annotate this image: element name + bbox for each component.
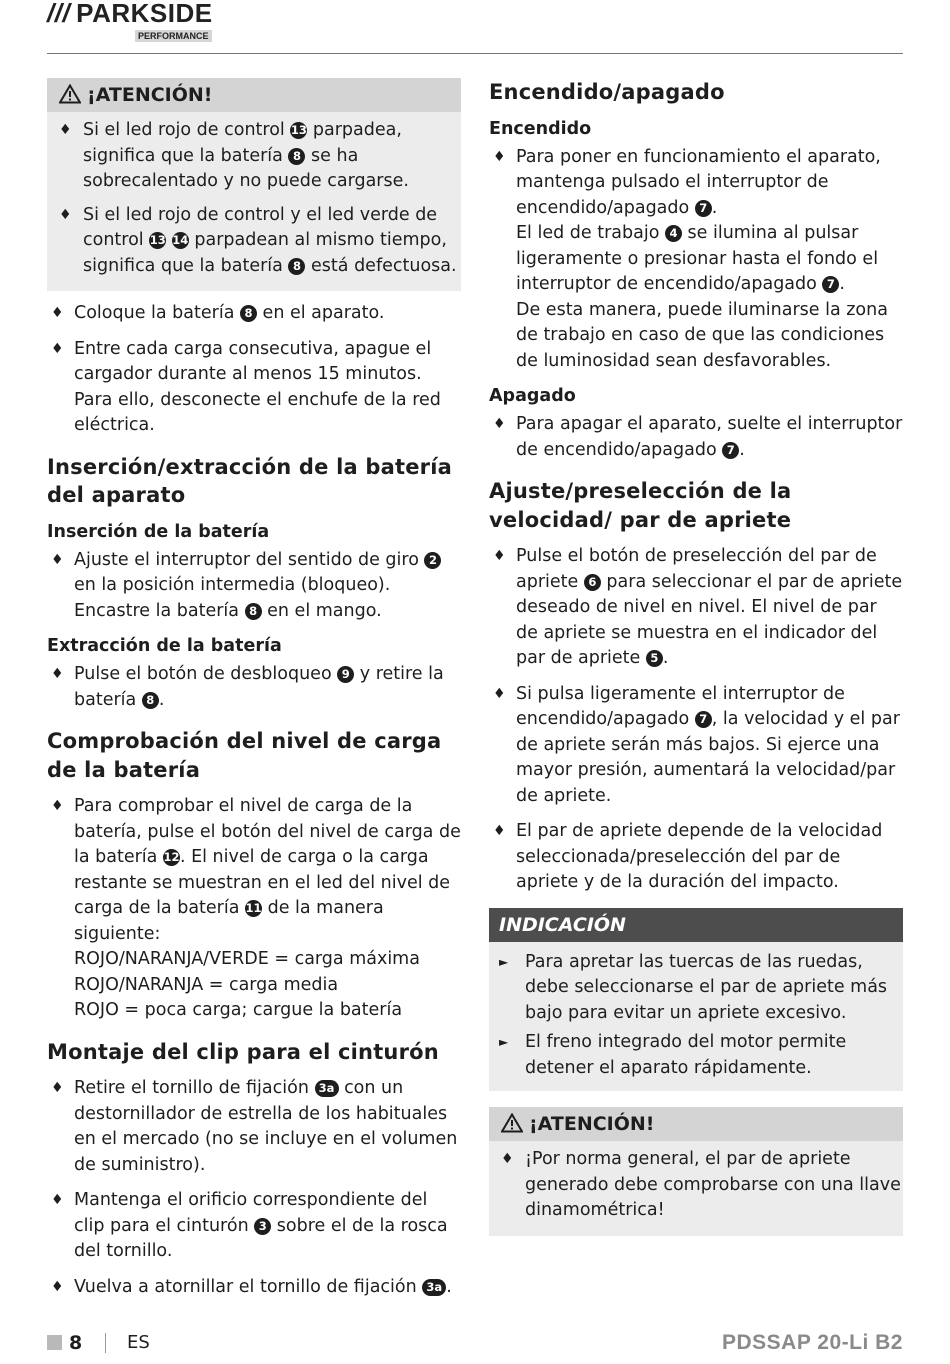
bullet-icon: ♦ [493, 416, 506, 432]
bullet-icon: ♦ [501, 1151, 514, 1167]
ref-number: 13 [290, 123, 307, 137]
bullet-icon: ♦ [493, 148, 506, 165]
subheading-extraction: Extracción de la batería [47, 636, 282, 656]
text-span: El freno integrado del motor permite detener el aparato rápidamente. [525, 1032, 847, 1078]
text-span: Para comprobar el nivel de carga de la batería, pulse el botón del nivel de carga de la batería [74, 796, 461, 867]
ref-number: 8 [288, 258, 305, 275]
clip-paragraph [47, 1188, 461, 1265]
off-paragraph [489, 412, 903, 463]
note-title: INDICACIÓN [489, 908, 903, 942]
ref-number: 3a [315, 1080, 339, 1097]
bullet-icon: ♦ [51, 666, 64, 682]
footer-divider [105, 1333, 106, 1353]
warning-triangle-icon [501, 1113, 523, 1133]
text-span: Retire el tornillo de fijación [74, 1078, 315, 1098]
warning-item [489, 1147, 903, 1224]
text-span: El led de trabajo [516, 223, 665, 243]
ref-number: 8 [245, 603, 262, 620]
on-paragraph [489, 145, 903, 375]
speed-paragraph [489, 544, 903, 672]
left-column [47, 78, 461, 1310]
insert-battery-paragraph [47, 301, 461, 327]
ref-number: 6 [584, 574, 601, 591]
parkside-logo [47, 0, 213, 41]
charge-level-line: ROJO = poca carga; cargue la batería [74, 1000, 403, 1020]
text-span: . [662, 648, 669, 668]
warning-title-text: ¡ATENCIÓN! [87, 84, 213, 106]
arrow-icon: ► [499, 1035, 509, 1049]
ref-number: 12 [163, 850, 180, 864]
text-span: Mantenga el orificio correspondiente del clip para el cinturón [74, 1190, 428, 1236]
warning-title [489, 1107, 903, 1141]
ref-number: 8 [240, 305, 257, 322]
note-item [489, 1030, 903, 1081]
subheading-insertion: Inserción de la batería [47, 521, 270, 542]
speed-paragraph [489, 682, 903, 810]
sub-brand: PERFORMANCE [135, 30, 212, 42]
text-span: Coloque la batería [74, 303, 240, 323]
text-span: en la posición intermedia (bloqueo). Encastre la batería [74, 575, 391, 621]
ref-number: 7 [695, 200, 712, 217]
note-box [489, 908, 903, 1092]
bullet-icon: ♦ [493, 548, 506, 564]
ref-number: 2 [424, 552, 441, 569]
text-span: en el mango. [261, 600, 382, 621]
bullet-icon: ♦ [59, 206, 72, 223]
text-span: Si pulsa ligeramente el interruptor de encendido/apagado [516, 683, 845, 729]
header-divider [47, 53, 903, 54]
text-span: Para apagar el aparato, suelte el interruptor de encendido/apagado [516, 414, 903, 460]
ref-number: 8 [288, 148, 305, 165]
warning-title [47, 78, 461, 112]
text-span: Si el led rojo de control [83, 120, 291, 140]
right-column [489, 78, 903, 1246]
brand-text: PARKSIDE [76, 0, 213, 28]
charge-level-line: ROJO/NARANJA = carga media [74, 974, 339, 995]
ref-number: 7 [822, 276, 839, 293]
text-span: Ajuste el interruptor del sentido de giro [74, 549, 425, 570]
text-span: De esta manera, puede iluminarse la zona de trabajo en caso de que las condiciones de luminosidad sean desfavorables. [516, 299, 888, 371]
section-heading-insertion: Inserción/extracción de la batería del aparato [47, 454, 452, 507]
section-heading-speed: Ajuste/preselección de la velocidad/ par de apriete [489, 479, 792, 532]
text-span: ¡Por norma general, el par de apriete generado debe comprobarse con una llave dinamométrica! [525, 1149, 901, 1220]
warning-box [489, 1107, 903, 1236]
language-code: ES [127, 1332, 150, 1353]
bullet-icon: ♦ [59, 122, 72, 138]
bullet-icon: ♦ [51, 1080, 64, 1096]
bullet-icon: ♦ [51, 798, 64, 814]
ref-number: 11 [245, 901, 262, 915]
text-span: Pulse el botón de preselección del par de apriete [516, 546, 877, 592]
text-span: . [839, 274, 845, 294]
text-span: . [158, 689, 165, 710]
ref-number: 8 [142, 692, 159, 709]
text-span: . [711, 197, 718, 218]
footer-marker [47, 1335, 62, 1350]
ref-number: 7 [695, 711, 712, 728]
warning-item [47, 203, 461, 280]
text-span: Para poner en funcionamiento el aparato, mantenga pulsado el interruptor de encendido/apagado [516, 146, 881, 218]
ref-number: 13 [149, 233, 166, 247]
ref-number: 5 [646, 650, 663, 667]
bullet-icon: ♦ [493, 685, 506, 702]
section-heading-clip: Montaje del clip para el cinturón [47, 1039, 439, 1064]
bullet-icon: ♦ [51, 1278, 64, 1295]
logo-slashes: /// [47, 0, 71, 28]
insertion-paragraph [47, 548, 461, 625]
extraction-paragraph [47, 662, 461, 713]
clip-paragraph [47, 1275, 461, 1301]
page-footer [47, 1330, 903, 1356]
text-span: sobre el de la rosca del tornillo. [74, 1215, 448, 1261]
bullet-icon: ♦ [51, 1192, 64, 1208]
warning-triangle-icon [59, 84, 81, 104]
arrow-icon: ► [499, 954, 509, 969]
text-span: , la velocidad y el par de apriete serán más bajos. Si ejerce una mayor presión, aumentará la velocidad/par de apriete. [516, 709, 900, 806]
ref-number: 9 [337, 666, 354, 683]
clip-paragraph [47, 1076, 461, 1178]
text-span: se ilumina al pulsar ligeramente o presionar hasta el fondo el interruptor de encendido/apagado [516, 223, 879, 294]
text-span: y retire la batería [74, 664, 444, 710]
section-heading-check: Comprobación del nivel de carga de la batería [47, 729, 442, 782]
ref-number: 7 [722, 442, 739, 459]
text-span: Entre cada carga consecutiva, apague el cargador durante al menos 15 minutos. Para ello, desconecte el enchufe de la red eléctrica. [74, 338, 441, 435]
text-span: de la manera siguiente: [74, 898, 384, 944]
text-span: Vuelva a atornillar el tornillo de fijación [74, 1276, 423, 1297]
text-span: . [446, 1276, 452, 1297]
ref-number: 14 [172, 233, 189, 247]
brand-name [47, 0, 213, 26]
warning-item [47, 118, 461, 195]
note-item [489, 950, 903, 1027]
text-span: parpadea, significa que la batería [83, 120, 402, 166]
check-paragraph [47, 794, 461, 1024]
charge-interval-paragraph [47, 337, 461, 439]
bullet-icon: ♦ [51, 305, 64, 321]
model-name: PDSSAP 20-Li B2 [721, 1331, 903, 1354]
page-number: 8 [69, 1332, 83, 1354]
text-span: Pulse el botón de desbloqueo [74, 664, 338, 684]
ref-number: 3a [422, 1279, 446, 1296]
speed-paragraph [489, 819, 903, 896]
subheading-on: Encendido [489, 118, 592, 139]
text-span: El par de apriete depende de la velocidad seleccionada/preselección del par de apriete y de la duración del impacto. [516, 821, 883, 892]
text-span: para seleccionar el par de apriete deseado de nivel en nivel. El nivel de par de apriete se muestra en el indicador del par de apriete [516, 571, 903, 668]
subheading-off: Apagado [489, 386, 576, 406]
warning-title-text: ¡ATENCIÓN! [529, 1113, 655, 1135]
bullet-icon: ♦ [51, 551, 64, 568]
ref-number: 4 [665, 225, 682, 242]
ref-number: 3 [254, 1218, 271, 1235]
text-span: . [739, 439, 745, 460]
bullet-icon: ♦ [493, 823, 506, 839]
section-heading-onoff: Encendido/apagado [489, 80, 725, 104]
text-span: se ha sobrecalentado y no puede cargarse. [83, 145, 409, 191]
text-span: está defectuosa. [305, 255, 457, 276]
text-span: Si el led rojo de control y el led verde de control [83, 204, 438, 250]
warning-box [47, 78, 461, 291]
charge-level-line: ROJO/NARANJA/VERDE = carga máxima [74, 949, 420, 969]
text-span: parpadean al mismo tiempo, significa que la batería [83, 230, 447, 276]
text-span: Para apretar las tuercas de las ruedas, debe seleccionarse el par de apriete más bajo para evitar un apriete excesivo. [525, 951, 888, 1023]
text-span: . El nivel de carga o la carga restante se muestran en el led del nivel de carga de la batería [74, 847, 451, 918]
bullet-icon: ♦ [51, 340, 64, 357]
text-span: con un destornillador de estrella de los habituales en el mercado (no se incluye en el volumen de suministro). [74, 1078, 458, 1175]
text-span: en el aparato. [256, 303, 385, 323]
